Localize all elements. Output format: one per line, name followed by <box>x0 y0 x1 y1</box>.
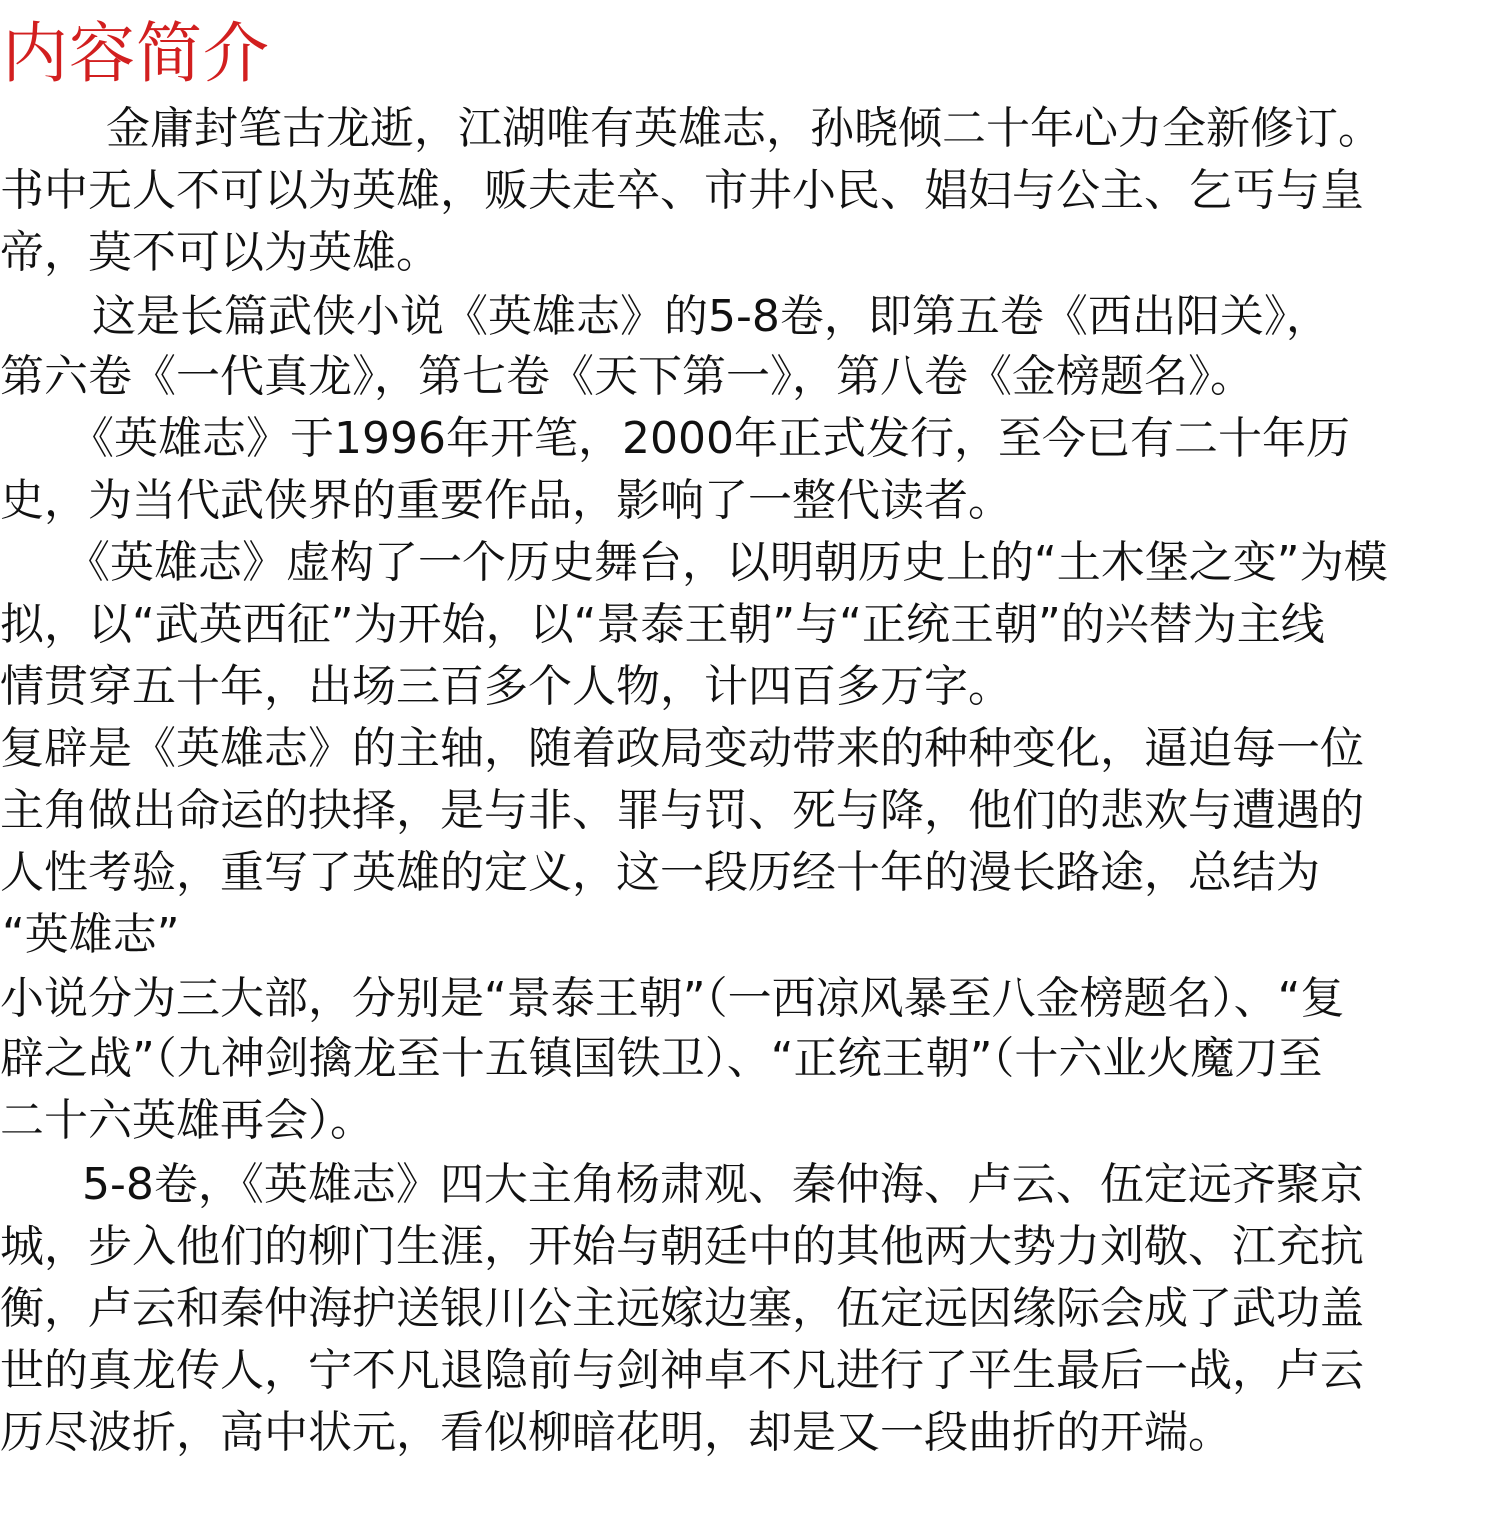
text-line: 辟之战”（九神剑擒龙至十五镇国铁卫）、“正统王朝”（十六业火魔刀至 <box>0 1033 1323 1084</box>
text-line: 书中无人不可以为英雄，贩夫走卒、市井小民、娼妇与公主、乞丐与皇 <box>0 165 1364 216</box>
text-line: 《英雄志》于1996年开笔，2000年正式发行，至今已有二十年历 <box>70 413 1350 464</box>
text-line: 拟，以“武英西征”为开始，以“景泰王朝”与“正统王朝”的兴替为主线 <box>0 599 1325 650</box>
text-line: 历尽波折，高中状元，看似柳暗花明，却是又一段曲折的开端。 <box>0 1407 1232 1458</box>
text-line: 城，步入他们的柳门生涯，开始与朝廷中的其他两大势力刘敬、江充抗 <box>0 1221 1364 1272</box>
text-line: 情贯穿五十年，出场三百多个人物，计四百多万字。 <box>0 661 1012 712</box>
text-line: 复辟是《英雄志》的主轴，随着政局变动带来的种种变化，逼迫每一位 <box>0 723 1364 774</box>
text-line: 金庸封笔古龙逝，江湖唯有英雄志，孙晓倾二十年心力全新修订。 <box>106 103 1382 154</box>
text-line: 二十六英雄再会）。 <box>0 1095 374 1146</box>
text-line: 5-8卷，《英雄志》四大主角杨肃观、秦仲海、卢云、伍定远齐聚京 <box>82 1159 1364 1210</box>
text-line: “英雄志” <box>2 909 180 960</box>
text-line: 人性考验，重写了英雄的定义，这一段历经十年的漫长路途，总结为 <box>0 847 1320 898</box>
text-line: 小说分为三大部，分别是“景泰王朝”（一西凉风暴至八金榜题名）、“复 <box>0 973 1345 1024</box>
text-line: 史，为当代武侠界的重要作品，影响了一整代读者。 <box>0 475 1012 526</box>
text-line: 《英雄志》虚构了一个历史舞台，以明朝历史上的“土木堡之变”为模 <box>66 537 1388 588</box>
text-line: 主角做出命运的抉择，是与非、罪与罚、死与降，他们的悲欢与遭遇的 <box>0 785 1364 836</box>
text-line: 世的真龙传人，宁不凡退隐前与剑神卓不凡进行了平生最后一战，卢云 <box>0 1345 1364 1396</box>
text-line: 第六卷《一代真龙》，第七卷《天下第一》，第八卷《金榜题名》。 <box>0 351 1254 402</box>
text-line: 这是长篇武侠小说《英雄志》的5-8卷，即第五卷《西出阳关》， <box>92 291 1330 342</box>
text-line: 帝，莫不可以为英雄。 <box>0 227 440 278</box>
text-line: 衡，卢云和秦仲海护送银川公主远嫁边塞，伍定远因缘际会成了武功盖 <box>0 1283 1364 1334</box>
page-title: 内容简介 <box>2 15 270 92</box>
